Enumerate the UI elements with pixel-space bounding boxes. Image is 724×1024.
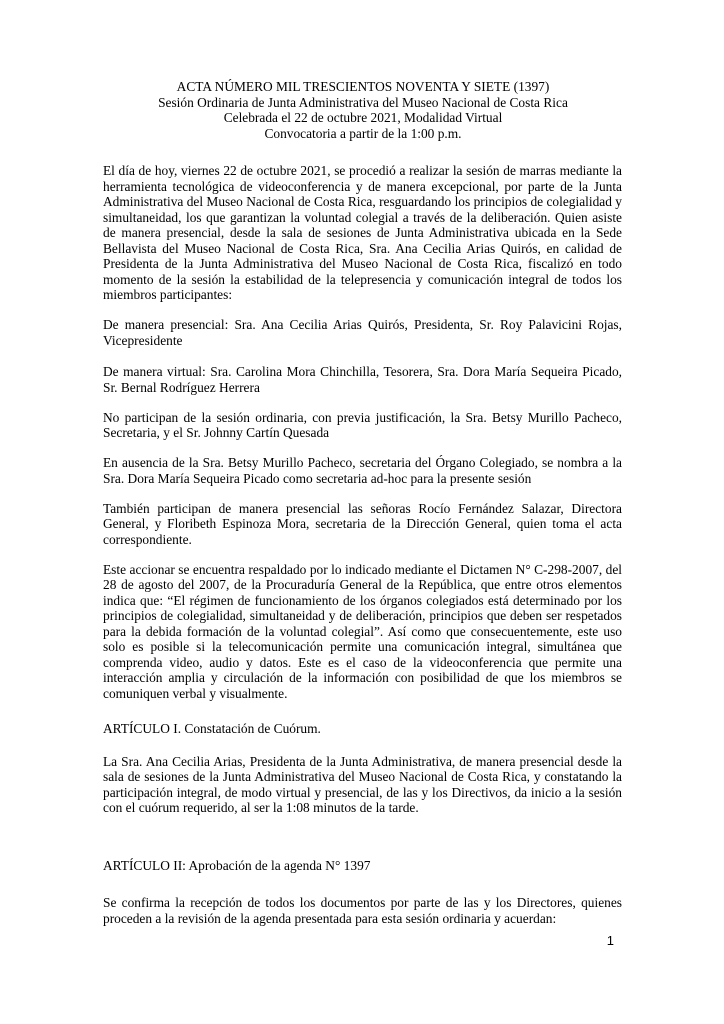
adhoc-secretary-paragraph: En ausencia de la Sra. Betsy Murillo Pacheco, secretaria del Órgano Colegiado, se nombra a la Sra. Dora María Sequeira Picado como secretaria ad-hoc para la presente sesión — [103, 455, 622, 486]
article-1-body: La Sra. Ana Cecilia Arias, Presidenta de la Junta Administrativa, de manera presencial desde la sala de sesiones de la Junta Administrativa del Museo Nacional de Costa Rica, y constatando la participación integral, de modo virtual y presencial, de las y los Directivos, da inicio a la sesión con el cuórum requerido, al ser la 1:08 minutos de la tarde. — [103, 753, 622, 815]
attendees-virtual: De manera virtual: Sra. Carolina Mora Chinchilla, Tesorera, Sra. Dora María Sequeira Picado, Sr. Bernal Rodríguez Herrera — [103, 364, 622, 395]
also-present-paragraph: También participan de manera presencial las señoras Rocío Fernández Salazar, Directora General, y Floribeth Espinoza Mora, secretaria de la Dirección General, quien toma el acta correspondiente. — [103, 500, 622, 547]
page-number: 1 — [606, 933, 614, 948]
acta-header — [103, 79, 623, 141]
acta-title: ACTA NÚMERO MIL TRESCIENTOS NOVENTA Y SIETE (1397) — [176, 79, 550, 94]
session-subtitle: Sesión Ordinaria de Junta Administrativa del Museo Nacional de Costa Rica — [158, 94, 568, 110]
article-2-body: Se confirma la recepción de todos los documentos por parte de las y los Directores, quienes proceden a la revisión de la agenda presentada para esta sesión ordinaria y acuerdan: — [103, 895, 622, 926]
session-time: Convocatoria a partir de la 1:00 p.m. — [264, 125, 462, 141]
attendees-presencial: De manera presencial: Sra. Ana Cecilia Arias Quirós, Presidenta, Sr. Roy Palavicini Rojas, Vicepresidente — [103, 317, 622, 348]
intro-paragraph: El día de hoy, viernes 22 de octubre 2021, se procedió a realizar la sesión de marras mediante la herramienta tecnológica de videoconferencia y de manera excepcional, por parte de la Junta Administrativa del Museo Nacional de Costa Rica, resguardando los principios de colegialidad y simultaneidad, los que garantizan la voluntad colegial a través de la deliberación. Quien asiste de manera presencial, desde la sala de sesiones de Junta Administrativa ubicada en la Sede Bellavista del Museo Nacional de Costa Rica, Sra. Ana Cecilia Arias Quirós, en calidad de Presidenta de la Junta Administrativa del Museo Nacional de Costa Rica, fiscalizó en todo momento de la sesión la estabilidad de la telepresencia y comunicación integral de todos los miembros participantes: — [103, 163, 622, 302]
session-date: Celebrada el 22 de octubre 2021, Modalidad Virtual — [223, 110, 503, 125]
acta-body — [103, 163, 622, 941]
article-1-heading: ARTÍCULO I. Constatación de Cuórum. — [103, 721, 321, 736]
article-2-heading: ARTÍCULO II: Aprobación de la agenda N° 1397 — [103, 857, 371, 873]
dictamen-paragraph: Este accionar se encuentra respaldado por lo indicado mediante el Dictamen N° C-298-2007, del 28 de agosto del 2007, de la Procuraduría General de la República, que entre otros elementos indica que: “El régimen de funcionamiento de los órganos colegiados está determinado por los principios de colegialidad, simultaneidad y de deliberación, principios que deben ser respetados para la debida formación de la voluntad colegial”. Así como que consecuentemente, este uso solo es posible si la telecomunicación permite una comunicación integral, simultánea que comprenda video, audio y datos. Este es el caso de la videoconferencia que permite una interacción amplia y circulación de la información con posibilidad de que los miembros se comuniquen verbal y visualmente. — [103, 561, 622, 701]
absentees-paragraph: No participan de la sesión ordinaria, con previa justificación, la Sra. Betsy Murillo Pacheco, Secretaria, y el Sr. Johnny Cartín Quesada — [103, 409, 622, 440]
